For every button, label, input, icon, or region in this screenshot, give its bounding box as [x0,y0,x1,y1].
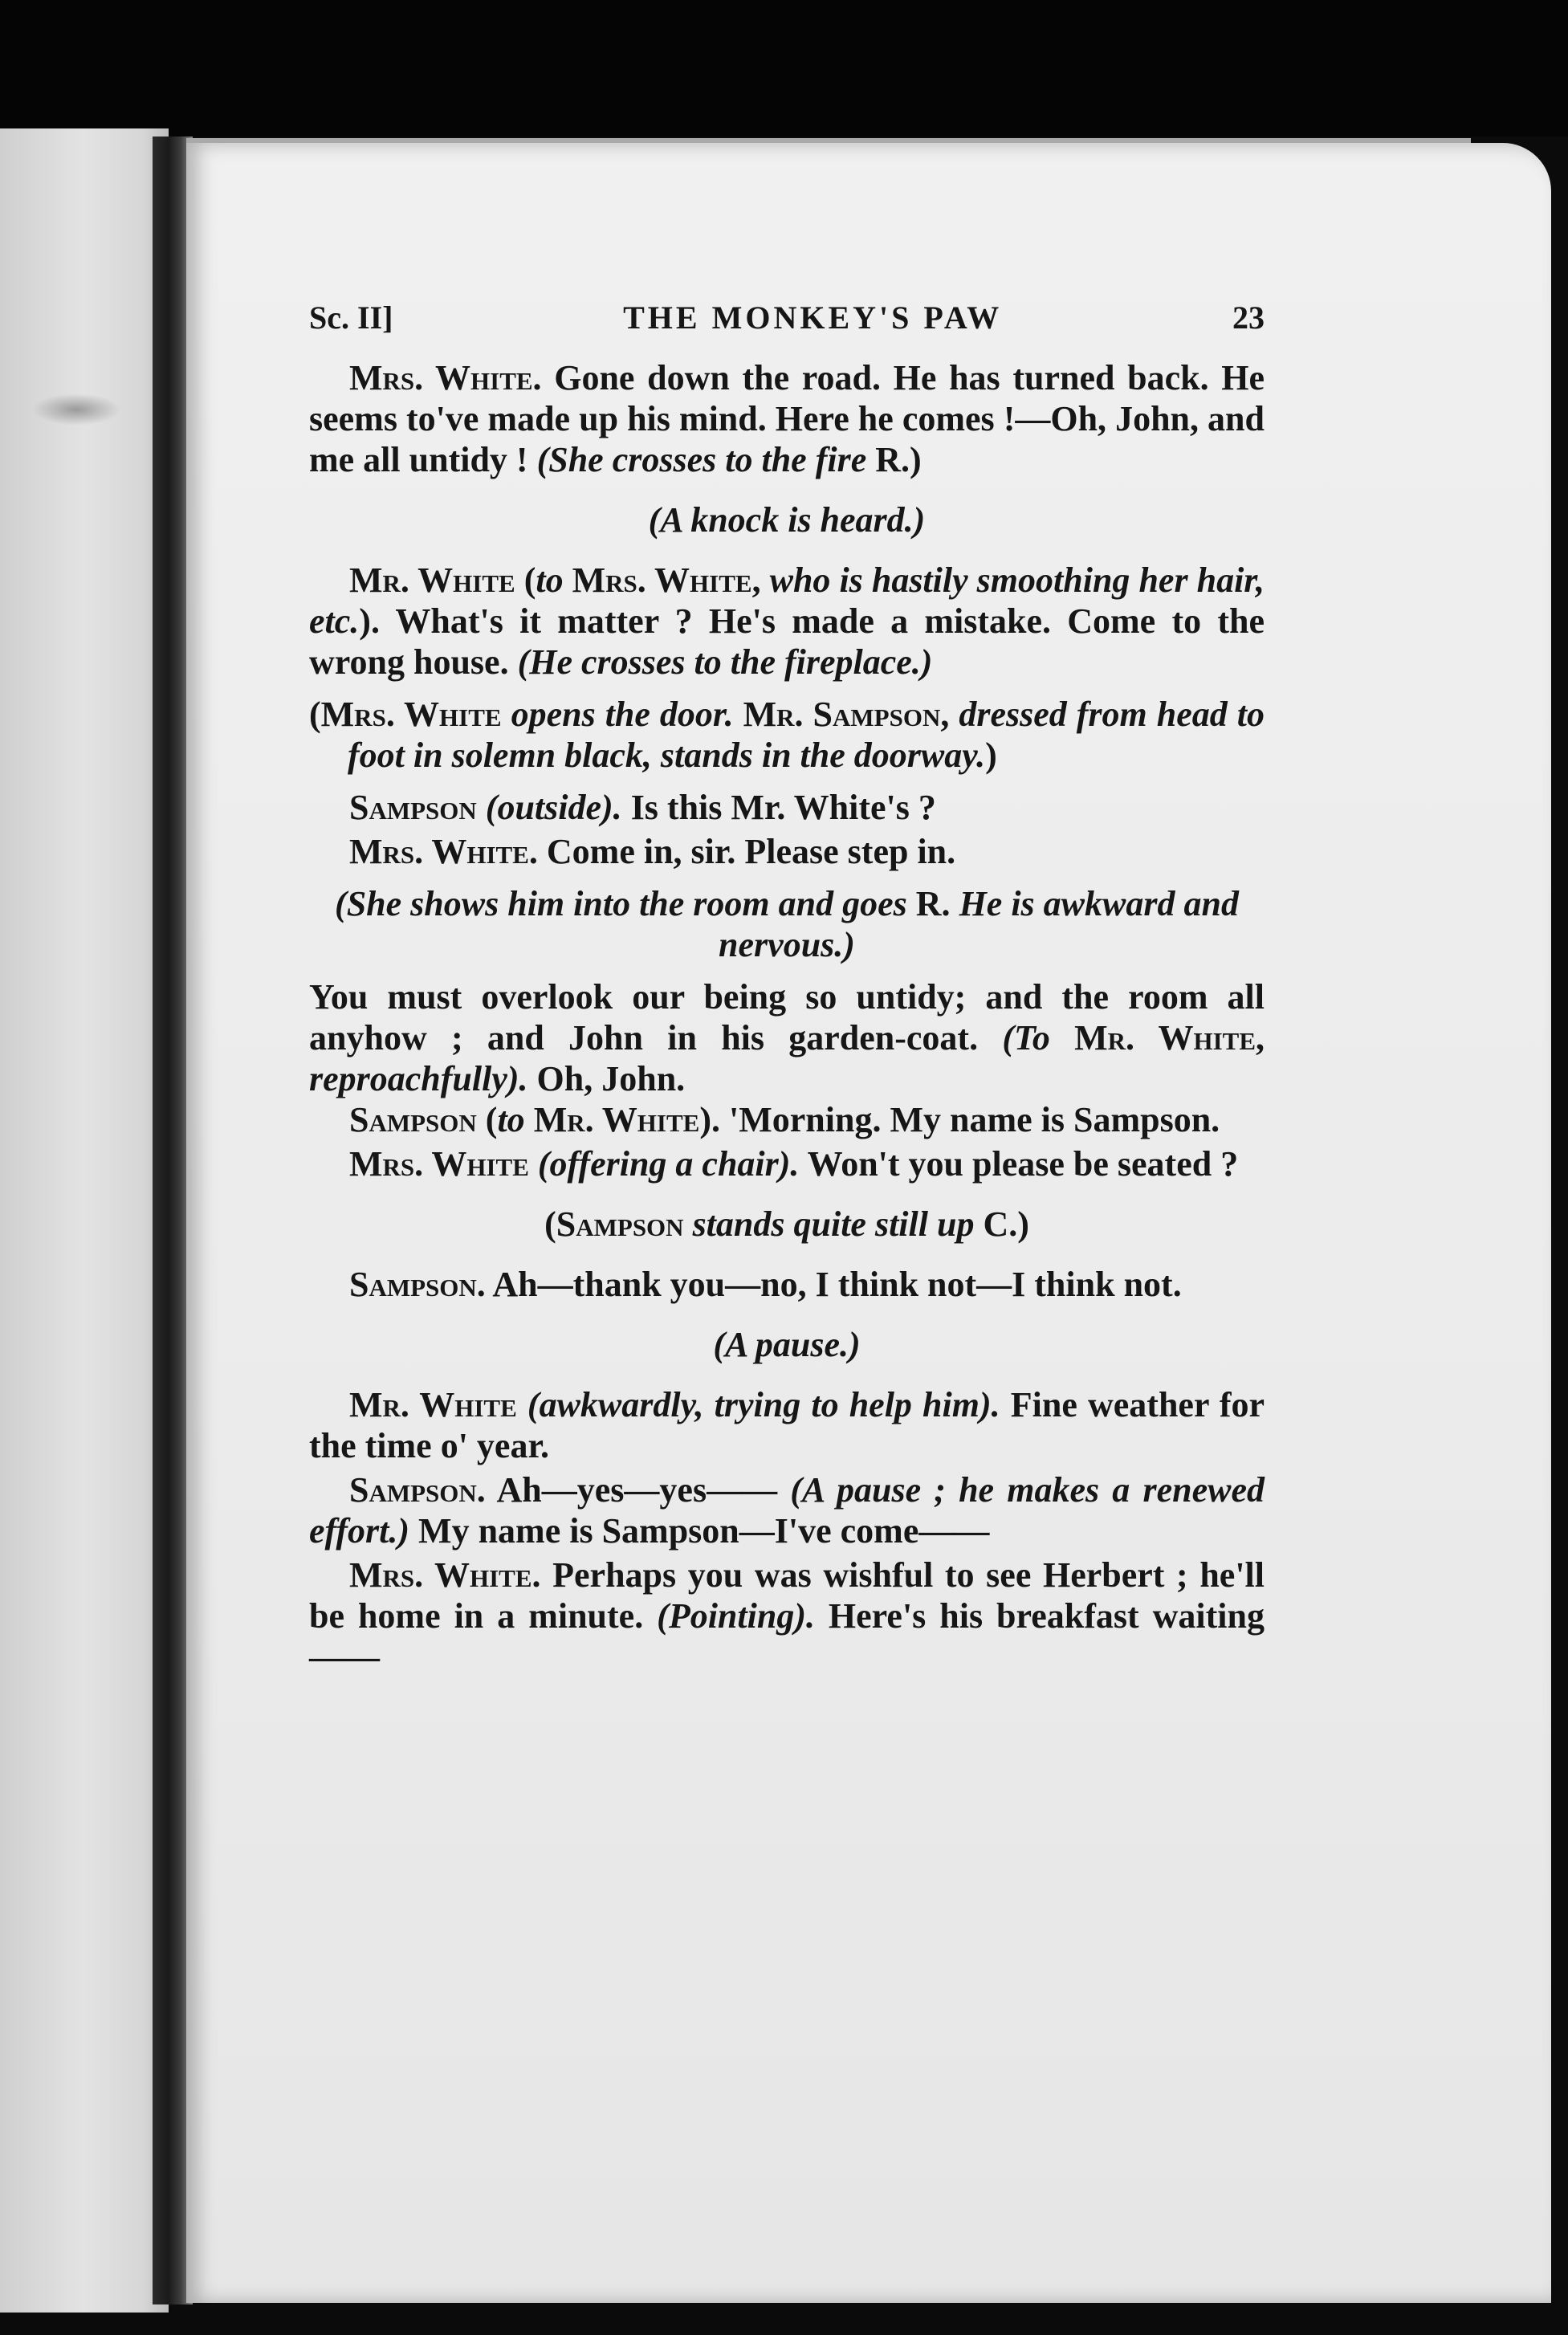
paren-close: ). [699,1100,720,1139]
stage-direction: reproachfully). [309,1059,528,1098]
stage-direction: (He crosses to the fireplace.) [517,642,933,682]
paren-close: ) [985,736,997,775]
stage-direction: (To [1002,1018,1050,1057]
speaker-name: Mrs. White. [349,1555,541,1595]
speech: Fine weather for the time o' year. [309,1385,1265,1465]
stage-direction: (A pause.) [713,1325,861,1364]
speech: You must overlook our being so untidy; and the room all anyhow ; and John in his garden-coat. [309,977,1265,1057]
facing-page-edge [0,128,169,2313]
stage-direction: (She shows him into the room and goes [335,884,907,923]
speaker-name: Sampson. [349,1470,486,1510]
stage-direction: He is awkward and nervous.) [719,884,1239,964]
stage-direction: dressed from head to foot in solemn black, stands in the doorway. [348,695,1265,775]
facing-page-smudge [32,393,120,426]
paren-close: ) [910,440,922,479]
character-name: Mr. Sampson, [733,695,950,734]
stage-direction-shows [309,883,1265,965]
scan-top-background [0,0,1568,137]
stage-position: R. [906,884,951,923]
stage-direction: to [497,1100,525,1139]
paren-open: ( [476,1100,498,1139]
paren-close: ). [359,601,380,641]
speech: Ah—yes—yes—— [485,1470,791,1510]
speaker-name: Mr. White [349,1385,517,1424]
stage-direction: who is hastily smoothing her hair, etc. [309,560,1265,641]
character-name: Sampson [556,1204,684,1244]
stage-direction: (A pause ; he makes a renewed effort.) [309,1470,1265,1551]
scene-label: Sc. II] [309,300,393,336]
speech: Here's his breakfast waiting—— [309,1596,1265,1677]
speech: Perhaps you was wishful to see Herbert ; he'll be home in a minute. [309,1555,1265,1636]
dialogue-mrs-white-5 [309,1555,1265,1677]
speaker-name: Sampson [349,1100,477,1139]
stage-direction-stands [309,1204,1265,1245]
speech: Won't you please be seated ? [799,1144,1239,1184]
speech: My name is Sampson—I've come—— [409,1511,990,1551]
speech: Oh, John. [527,1059,686,1098]
stage-position: R. [866,440,910,479]
paren-open: ( [515,560,536,600]
dialogue-sampson-4 [309,1469,1265,1551]
speech: Is this Mr. White's ? [621,788,936,827]
speaker-name: Sampson [349,788,477,827]
dialogue-mrs-white-4 [309,1143,1265,1184]
paren-open: ( [309,695,321,734]
stage-direction-knock [309,499,1265,540]
character-name: Mrs. White, [563,560,761,600]
speech: 'Morning. My name is Sampson. [720,1100,1220,1139]
dialogue-mrs-white-1 [309,357,1265,480]
speaker-name: Mrs. White. [349,832,538,871]
dialogue-sampson-1 [309,787,1265,828]
dialogue-sampson-2 [309,1099,1265,1140]
paren-open: ( [544,1204,556,1244]
stage-direction: stands quite still up [683,1204,975,1244]
stage-direction: (outside). [476,788,622,827]
speech: Gone down the road. He has turned back. He seems to've made up his mind. Here he comes !—Oh, John, and me all untidy ! [309,358,1265,479]
dialogue-mrs-white-3 [309,976,1265,1099]
dialogue-sampson-3 [309,1264,1265,1305]
speaker-name: Sampson. [349,1265,486,1304]
stage-direction-pause [309,1324,1265,1365]
stage-direction: (She crosses to the fire [536,440,867,479]
dialogue-mrs-white-2 [309,831,1265,872]
stage-position: C.) [974,1204,1029,1244]
speech: What's it matter ? He's made a mistake. Come to the wrong house. [309,601,1265,682]
running-head [309,297,1265,338]
play-title: THE MONKEY'S PAW [623,300,1003,336]
page-text [309,297,1265,1681]
dialogue-mr-white-2 [309,1384,1265,1466]
character-name: Mr. White [524,1100,700,1139]
stage-direction: (offering a chair). [528,1144,800,1184]
speaker-name: Mrs. White. [349,358,542,397]
speaker-name: Mr. White [349,560,515,600]
stage-direction: opens the door. [501,695,734,734]
speech: Come in, sir. Please step in. [537,832,956,871]
speech: Ah—thank you—no, I think not—I think not. [485,1265,1182,1304]
stage-direction: (awkwardly, trying to help him). [516,1385,1000,1424]
character-name: Mr. White, [1049,1018,1265,1057]
stage-direction-door [309,694,1265,776]
stage-direction: (A knock is heard.) [648,500,926,540]
speaker-name: Mrs. White [349,1144,529,1184]
stage-direction: to [536,560,564,600]
stage-direction: (Pointing). [657,1596,815,1636]
dialogue-mr-white-1 [309,560,1265,683]
page-number: 23 [1232,300,1265,336]
character-name: Mrs. White [320,695,502,734]
